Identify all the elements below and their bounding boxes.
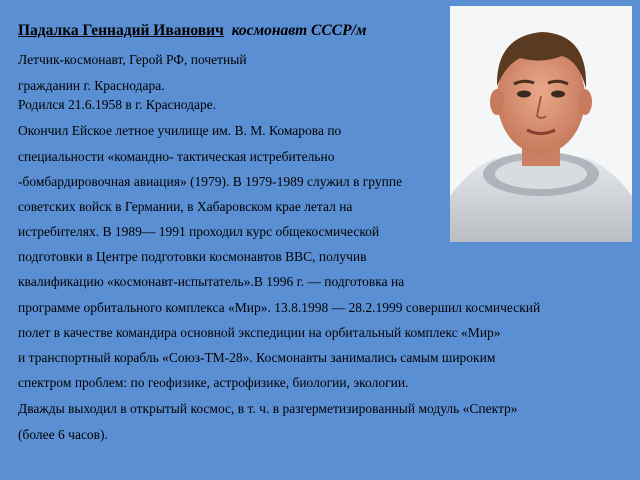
bio-line: полет в качестве командира основной экспедиции на орбитальный комплекс «Мир»: [18, 325, 501, 340]
bio-line: программе орбитального комплекса «Мир». 13.8.1998 — 28.2.1999 совершил космический: [18, 300, 541, 315]
portrait-illustration: [450, 6, 632, 242]
bio-line: Дважды выходил в открытый космос, в т. ч. в разгерметизированный модуль «Спектр»: [18, 401, 518, 416]
bio-line: подготовки в Центре подготовки космонавтов ВВС, получив: [18, 249, 367, 264]
bio-line: и транспортный корабль «Союз-ТМ-28». Космонавты занимались самым широким: [18, 350, 496, 365]
bio-line: гражданин г. Краснодара.: [18, 78, 165, 93]
bio-line: советских войск в Германии, в Хабаровском крае летал на: [18, 199, 353, 214]
bio-line: Окончил Ейское летное училище им. В. М. Комарова по: [18, 123, 342, 138]
bio-line: специальности «командно- тактическая истребительно: [18, 149, 335, 164]
bio-line: Родился 21.6.1958 в г. Краснодаре.: [18, 97, 217, 112]
cosmonaut-portrait: [450, 6, 632, 242]
bio-line: -бомбардировочная авиация» (1979). В 1979-1989 служил в группе: [18, 174, 403, 189]
cosmonaut-name: Падалка Геннадий Иванович: [18, 22, 224, 39]
page-title: [18, 22, 366, 40]
bio-line: истребителях. В 1989— 1991 проходил курс общекосмической: [18, 224, 380, 239]
bio-line: (более 6 часов).: [18, 427, 108, 442]
bio-line: квалификацию «космонавт-испытатель».В 1996 г. — подготовка на: [18, 274, 405, 289]
bio-line: Летчик-космонавт, Герой РФ, почетный: [18, 52, 247, 67]
bio-line: спектром проблем: по геофизике, астрофизике, биологии, экологии.: [18, 375, 409, 390]
cosmonaut-role: космонавт СССР/м: [231, 22, 367, 39]
